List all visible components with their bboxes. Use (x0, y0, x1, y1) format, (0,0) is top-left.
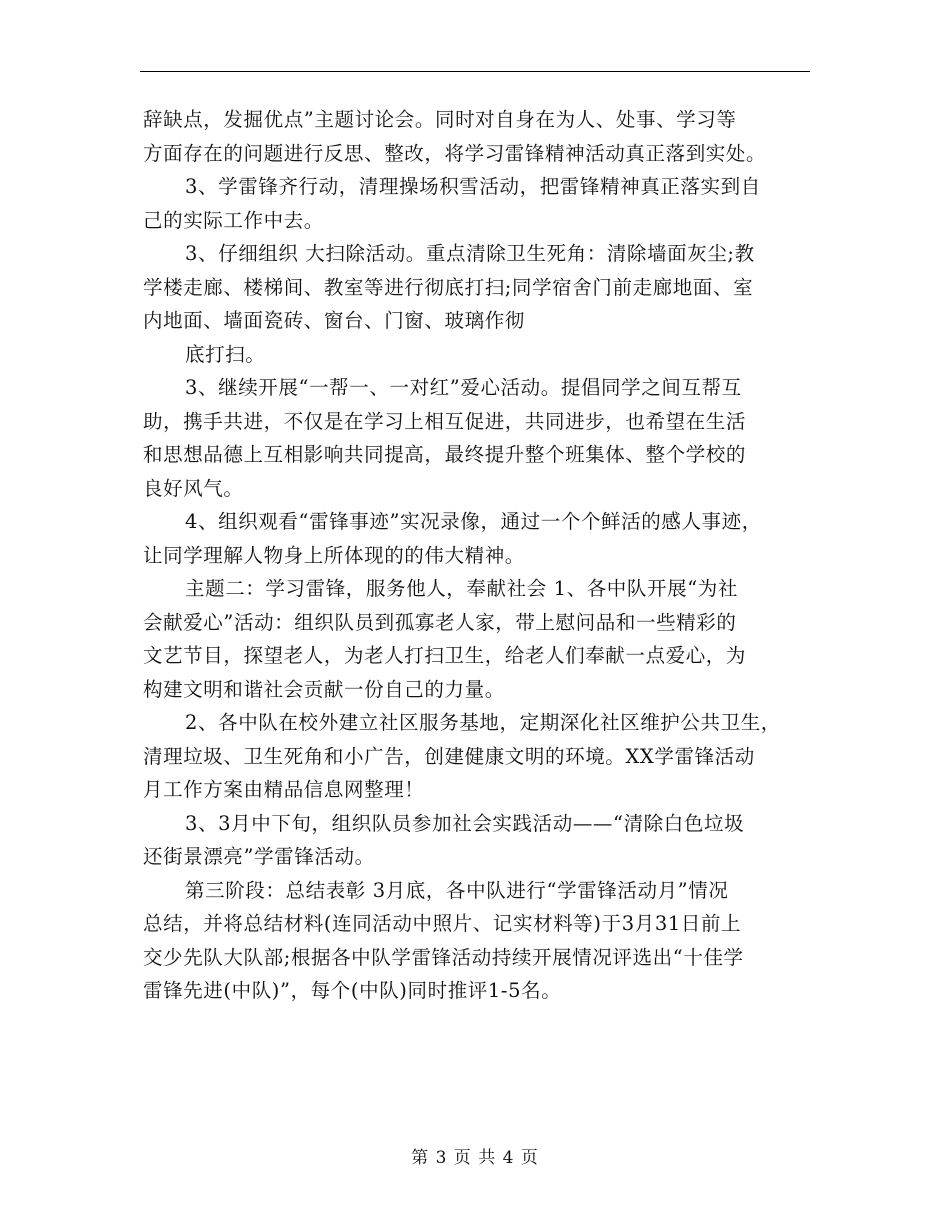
paragraph-line: 文艺节目，探望老人，为老人打扫卫生，给老人们奉献一点爱心，为 (143, 644, 747, 667)
paragraph-line: 月工作方案由精品信息网整理！ (143, 778, 425, 801)
paragraph-line: 3、学雷锋齐行动，清理操场积雪活动，把雷锋精神真正落实到自 (185, 175, 761, 198)
paragraph-line: 总结，并将总结材料(连同活动中照片、记实材料等)于3月31日前上 (143, 912, 742, 935)
paragraph-line: 内地面、墙面瓷砖、窗台、门窗、玻璃作彻 (143, 309, 525, 332)
paragraph-line: 3、继续开展“一帮一、一对红”爱心活动。提倡同学之间互帮互 (185, 376, 742, 399)
paragraph-line: 雷锋先进(中队)”，每个(中队)同时推评1-5名。 (143, 979, 562, 1002)
paragraph-line: 底打扫。 (185, 342, 266, 366)
paragraph-line: 让同学理解人物身上所体现的的伟大精神。 (143, 543, 525, 567)
paragraph-line: 助，携手共进，不仅是在学习上相互促进，共同进步，也希望在生活 (143, 409, 747, 433)
paragraph-line: 3、仔细组织 大扫除活动。重点清除卫生死角：清除墙面灰尘;教 (185, 242, 755, 265)
document-body (143, 103, 818, 1008)
paragraph-line: 第三阶段：总结表彰 3月底，各中队进行“学雷锋活动月”情况 (185, 878, 729, 902)
paragraph-line: 2、各中队在校外建立社区服务基地，定期深化社区维护公共卫生， (185, 711, 781, 734)
paragraph-line: 方面存在的问题进行反思、整改，将学习雷锋精神活动真正落到实处。 (143, 141, 767, 165)
paragraph-line: 和思想品德上互相影响共同提高，最终提升整个班集体、整个学校的 (143, 443, 747, 466)
paragraph-line: 辞缺点，发掘优点”主题讨论会。同时对自身在为人、处事、学习等 (143, 108, 737, 131)
paragraph-line: 还街景漂亮”学雷锋活动。 (143, 845, 375, 868)
header-rule (140, 71, 810, 72)
paragraph-line: 良好风气。 (143, 476, 244, 500)
paragraph-line: 学楼走廊、楼梯间、教室等进行彻底打扫;同学宿舍门前走廊地面、室 (143, 275, 754, 299)
paragraph-line: 清理垃圾、卫生死角和小广告，创建健康文明的环境。XX学雷锋活动 (143, 744, 755, 768)
paragraph-line: 主题二：学习雷锋，服务他人，奉献社会 1、各中队开展“为社 (185, 577, 738, 600)
paragraph-line: 交少先队大队部;根据各中队学雷锋活动持续开展情况评选出“十佳学 (143, 945, 744, 969)
paragraph-line: 己的实际工作中去。 (143, 208, 324, 232)
paragraph-line: 会献爱心”活动：组织队员到孤寡老人家，带上慰问品和一些精彩的 (143, 610, 737, 634)
paragraph-line: 构建文明和谐社会贡献一份自己的力量。 (143, 677, 505, 701)
page-footer: 第 3 页 共 4 页 (411, 1148, 539, 1168)
paragraph-line: 3、3月中下旬，组织队员参加社会实践活动——“清除白色垃圾 (185, 811, 745, 835)
paragraph-line: 4、组织观看“雷锋事迹”实况录像，通过一个个鲜活的感人事迹， (185, 510, 762, 533)
